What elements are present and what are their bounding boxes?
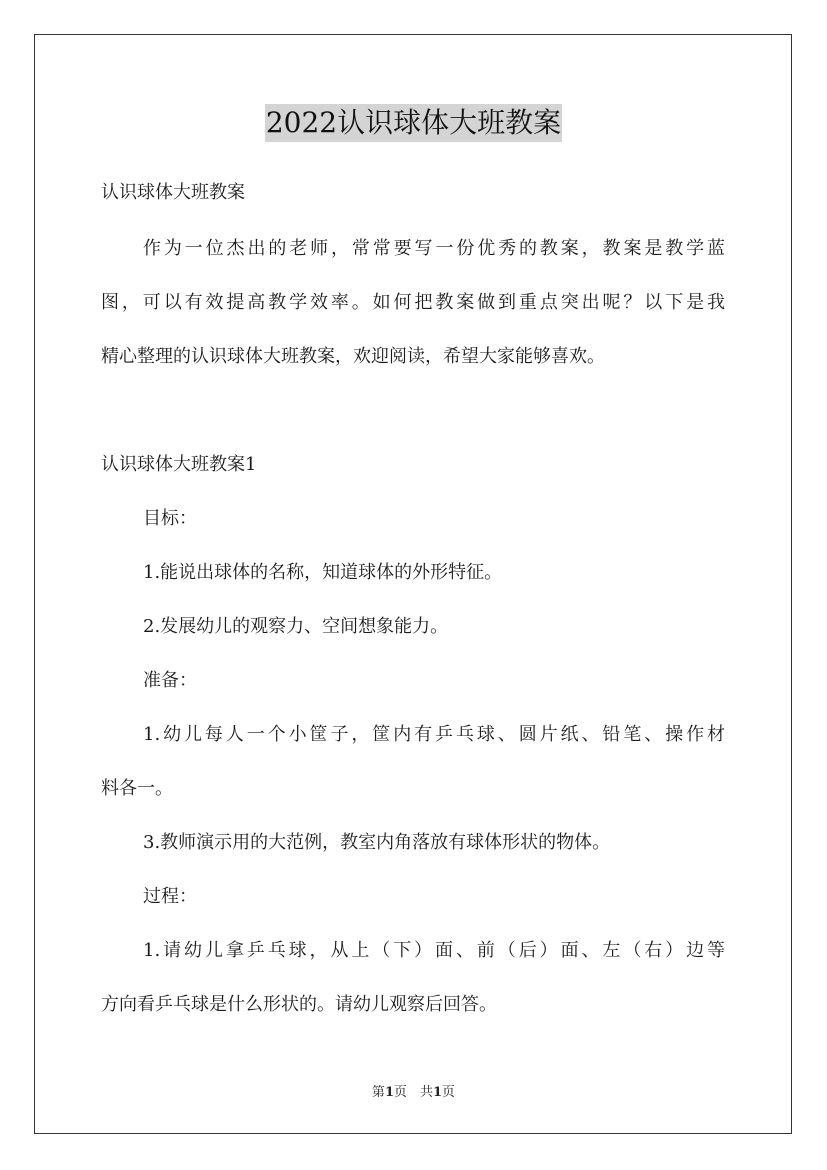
intro-line-2: 图，可以有效提高教学效率。如何把教案做到重点突出呢？以下是我 xyxy=(101,292,725,313)
footer-page-total: 1 xyxy=(433,1085,443,1100)
footer-suffix: 页 xyxy=(442,1085,456,1100)
footer-mid: 页 共 xyxy=(393,1085,433,1100)
goal-item-1: 1.能说出球体的名称，知道球体的外形特征。 xyxy=(143,562,503,583)
prep-item-1-cont: 料各一。 xyxy=(101,778,173,799)
process-item-1-cont: 方向看乒乓球是什么形状的。请幼儿观察后回答。 xyxy=(101,994,497,1015)
footer-page-number: 1 xyxy=(384,1085,394,1100)
section-heading: 认识球体大班教案1 xyxy=(101,454,257,475)
document-title-wrap xyxy=(0,104,827,142)
document-subtitle: 认识球体大班教案 xyxy=(101,182,245,203)
prep-item-3: 3.教师演示用的大范例，教室内角落放有球体形状的物体。 xyxy=(143,832,611,853)
footer-prefix: 第 xyxy=(371,1085,385,1100)
intro-line-3: 精心整理的认识球体大班教案，欢迎阅读，希望大家能够喜欢。 xyxy=(101,346,605,367)
goal-label: 目标： xyxy=(143,508,197,529)
page-footer xyxy=(0,1084,827,1102)
process-item-1: 1.请幼儿拿乒乓球，从上（下）面、前（后）面、左（右）边等 xyxy=(143,940,725,961)
process-label: 过程： xyxy=(143,886,197,907)
document-title: 2022认识球体大班教案 xyxy=(265,104,562,142)
intro-line-1: 作为一位杰出的老师，常常要写一份优秀的教案，教案是教学蓝 xyxy=(143,238,725,259)
prep-item-1: 1.幼儿每人一个小筐子，筐内有乒乓球、圆片纸、铅笔、操作材 xyxy=(143,724,725,745)
prep-label: 准备： xyxy=(143,670,197,691)
goal-item-2: 2.发展幼儿的观察力、空间想象能力。 xyxy=(143,616,449,637)
